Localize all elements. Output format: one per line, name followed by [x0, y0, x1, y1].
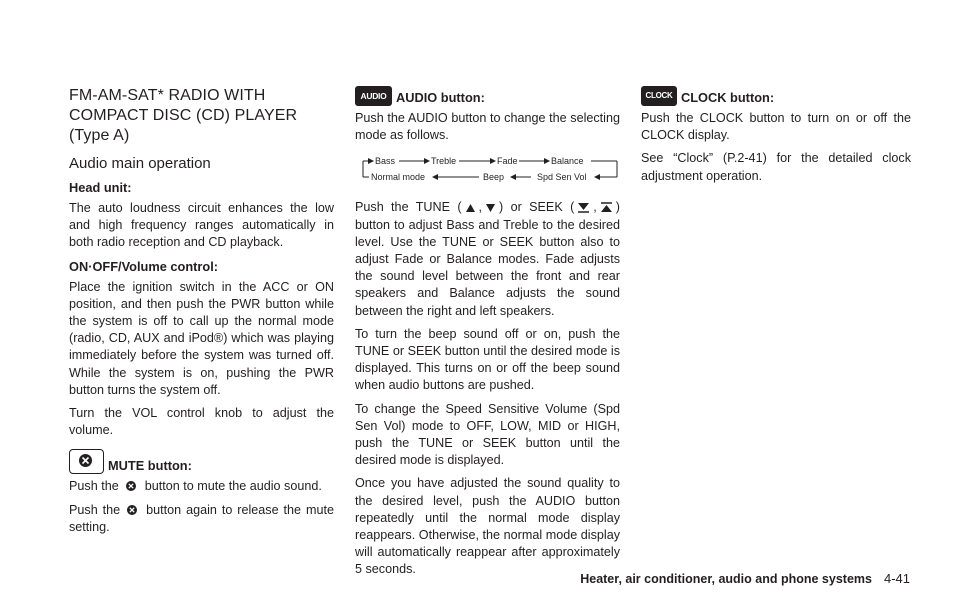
tune-text-post: )	[615, 200, 620, 215]
diagram-fade: Fade	[497, 156, 518, 167]
mute-button-icon	[69, 449, 104, 474]
column-right	[641, 86, 911, 191]
volume-paragraph: Turn the VOL control knob to adjust the volume.	[69, 406, 334, 438]
spd-sen-vol-paragraph: To change the Speed Sensitive Volume (Spd Sen Vol) mode to OFF, LOW, MID or HIGH, push the TUNE or SEEK button until the desired mode is displayed.	[355, 401, 620, 468]
page-footer	[580, 571, 910, 586]
column-middle	[355, 86, 620, 585]
mute-text-2-pre: Push the	[69, 502, 121, 517]
clock-button-icon: CLOCK	[641, 86, 677, 106]
seek-down-icon	[577, 202, 590, 213]
mute-inline-icon	[124, 503, 140, 517]
mute-inline-icon	[123, 479, 139, 493]
onoff-heading: ON·OFF/Volume control:	[69, 258, 219, 274]
diagram-normal-mode: Normal mode	[371, 172, 426, 183]
mute-heading-row	[69, 449, 334, 474]
adjusted-paragraph: Once you have adjusted the sound quality to the desired level, push the AUDIO button repeatedly until the normal mode display reappears. Otherwise, the normal mode display will automatically reappear after approximately 5 seconds.	[355, 476, 620, 577]
audio-mode-cycle-diagram	[359, 154, 621, 184]
onoff-paragraph: Place the ignition switch in the ACC or ON position, and then push the PWR button while the system is off to call up the normal mode (radio, CD, AUX and iPod®) which was playing immediately before the system was turned off. While the system is on, pushing the PWR button turns the system off.	[69, 279, 334, 397]
mute-text-2-post: button again to release the mute setting.	[69, 502, 334, 534]
mute-heading: MUTE button:	[108, 458, 192, 474]
tune-seek-paragraph: Push the TUNE ( , ) or SEEK ( , ) button to adjust Bass and Treble to the desired level. Use the TUNE or SEEK button also to adjust Fade or Balance modes. Fade adjusts the sound level between the front and rear speakers and Balance adjusts the sound between the right and left speakers.	[355, 200, 620, 318]
clock-see-paragraph: See “Clock” (P.2-41) for the detailed clock adjustment operation.	[641, 151, 911, 183]
head-unit-heading: Head unit:	[69, 180, 132, 195]
down-arrow-icon	[485, 203, 496, 213]
diagram-bass: Bass	[375, 156, 396, 167]
tune-text-body: button to adjust Bass and Treble to the desired level. Use the TUNE or SEEK button also to adjust Fade or Balance modes. Fade adjusts the sound level between the front and rear speakers and Balance adjusts the sound between the right and left speakers.	[355, 217, 620, 318]
audio-intro-paragraph: Push the AUDIO button to change the selecting mode as follows.	[355, 111, 620, 143]
tune-text-pre: Push the TUNE (	[355, 200, 462, 215]
diagram-beep: Beep	[483, 172, 505, 183]
clock-heading-row	[641, 86, 911, 106]
mute-paragraph-2	[69, 502, 334, 536]
diagram-balance: Balance	[551, 156, 584, 167]
section-title: FM-AM-SAT* RADIO WITH COMPACT DISC (CD) PLAYER (Type A)	[69, 87, 298, 144]
audio-heading: AUDIO button:	[396, 90, 485, 105]
clock-heading: CLOCK button:	[681, 90, 775, 105]
footer-section-title: Heater, air conditioner, audio and phone systems	[580, 572, 872, 586]
diagram-spd-sen-vol: Spd Sen Vol	[537, 172, 587, 183]
mute-text-1-pre: Push the	[69, 479, 119, 494]
seek-up-icon	[600, 202, 613, 213]
mute-paragraph-1	[69, 478, 334, 495]
clock-paragraph: Push the CLOCK button to turn on or off the CLOCK display.	[641, 111, 911, 143]
column-left	[69, 86, 334, 542]
audio-heading-row	[355, 86, 620, 106]
mute-text-1-post: button to mute the audio sound.	[144, 479, 322, 494]
head-unit-paragraph: The auto loudness circuit enhances the low and high frequency ranges automatically in both radio reception and CD playback.	[69, 201, 334, 250]
audio-button-icon: AUDIO	[355, 86, 392, 106]
page-number: 4-41	[883, 571, 910, 586]
beep-paragraph: To turn the beep sound off or on, push the TUNE or SEEK button until the desired mode is displayed. This turns on or off the beep sound when audio buttons are pushed.	[355, 326, 620, 393]
tune-text-mid: ) or SEEK (	[499, 200, 575, 215]
subsection-title: Audio main operation	[69, 155, 211, 172]
diagram-treble: Treble	[431, 156, 457, 167]
up-arrow-icon	[465, 203, 476, 213]
